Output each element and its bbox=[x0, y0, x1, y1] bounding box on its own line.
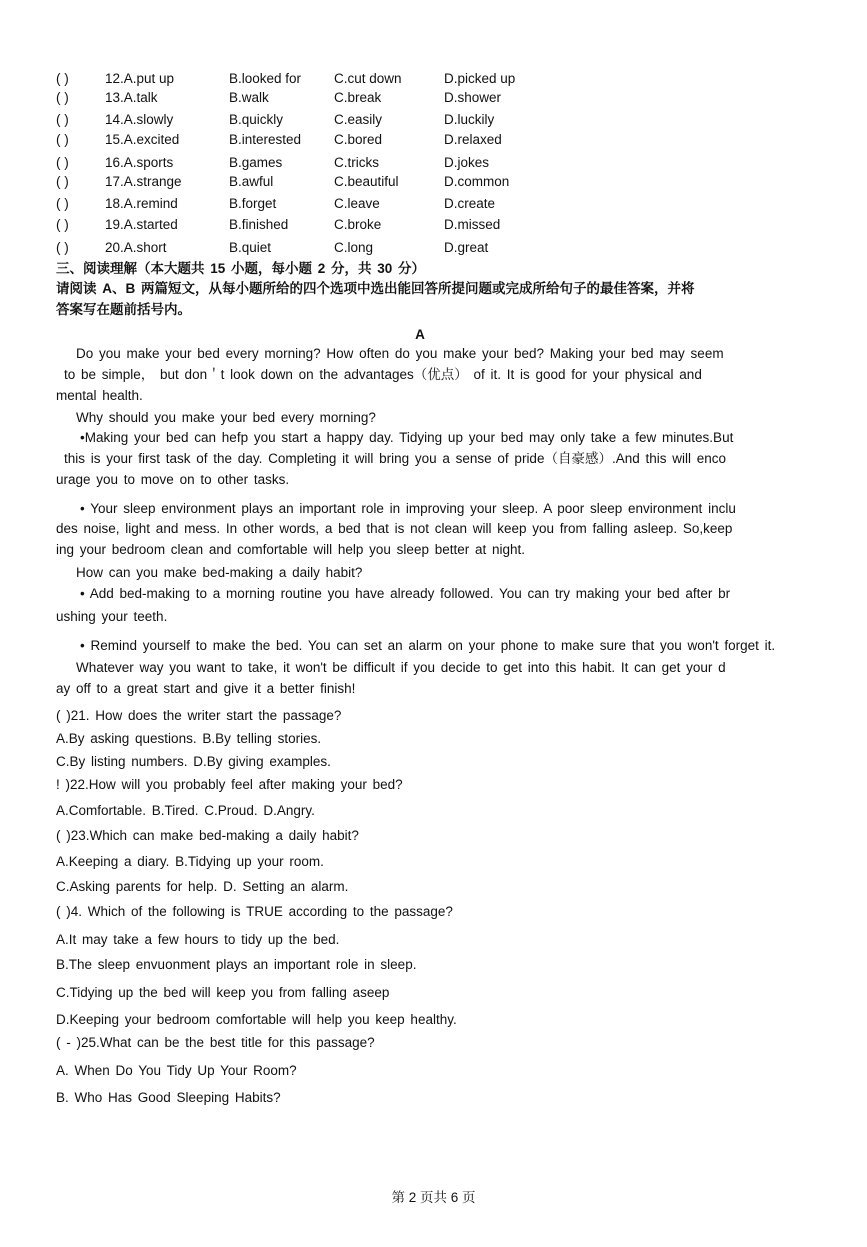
passage-text: • Add bed-making to a morning routine you have already followed. You can try making your bed after br bbox=[80, 586, 731, 601]
option-b: B.quickly bbox=[229, 112, 284, 127]
passage-label: A bbox=[415, 327, 425, 342]
answer-paren: ( ) bbox=[56, 217, 69, 232]
option-c: C.break bbox=[334, 90, 382, 105]
question-option: A. When Do You Tidy Up Your Room? bbox=[56, 1063, 297, 1078]
passage-text: ushing your teeth. bbox=[56, 609, 168, 624]
section-instruction-line1: 请阅读 A、B 两篇短文，从每小题所给的四个选项中选出能回答所提问题或完成所给句子的最佳答案，并将 bbox=[56, 281, 695, 296]
passage-text: des noise, light and mess. In other words, a bed that is not clean will keep you from falling asleep. So,keep bbox=[56, 521, 733, 536]
question-option: A.It may take a few hours to tidy up the bed. bbox=[56, 932, 340, 947]
passage-text: ay off to a great start and give it a better finish! bbox=[56, 681, 356, 696]
question-23: ( )23.Which can make bed-making a daily habit? bbox=[56, 828, 359, 843]
option-a: 15.A.excited bbox=[105, 132, 180, 147]
option-b: B.awful bbox=[229, 174, 274, 189]
passage-text: •Making your bed can hefp you start a happy day. Tidying up your bed may only take a few minutes.But bbox=[80, 430, 734, 445]
question-21: ( )21. How does the writer start the passage? bbox=[56, 708, 342, 723]
passage-question: Why should you make your bed every morning? bbox=[76, 410, 376, 425]
option-a: 19.A.started bbox=[105, 217, 178, 232]
answer-paren: ( ) bbox=[56, 240, 69, 255]
answer-paren: ( ) bbox=[56, 90, 69, 105]
passage-text: • Remind yourself to make the bed. You can set an alarm on your phone to make sure that you won't forget it. bbox=[80, 638, 776, 653]
answer-paren: ( ) bbox=[56, 132, 69, 147]
option-c: C.long bbox=[334, 240, 374, 255]
option-d: D.missed bbox=[444, 217, 501, 232]
question-option: D.Keeping your bedroom comfortable will help you keep healthy. bbox=[56, 1012, 457, 1027]
page-footer: 第 2 页共 6 页 bbox=[391, 1190, 476, 1205]
section-instruction-line2: 答案写在题前括号内。 bbox=[56, 302, 191, 317]
option-b: B.interested bbox=[229, 132, 302, 147]
answer-paren: ( ) bbox=[56, 174, 69, 189]
option-c: C.cut down bbox=[334, 71, 402, 86]
question-24: ( )4. Which of the following is TRUE according to the passage? bbox=[56, 904, 453, 919]
option-d: D.shower bbox=[444, 90, 502, 105]
question-options: A.By asking questions. B.By telling stories. bbox=[56, 731, 322, 746]
question-option: C.Tidying up the bed will keep you from falling aseep bbox=[56, 985, 390, 1000]
question-25: ( - )25.What can be the best title for this passage? bbox=[56, 1035, 375, 1050]
passage-text: this is your first task of the day. Completing it will bring you a sense of pride（自豪感）.And this will enco bbox=[64, 451, 727, 466]
passage-text: mental health. bbox=[56, 388, 143, 403]
option-c: C.bored bbox=[334, 132, 383, 147]
section-heading: 三、阅读理解（本大题共 15 小题，每小题 2 分，共 30 分） bbox=[56, 261, 426, 276]
passage-text: Whatever way you want to take, it won't be difficult if you decide to get into this habit. It can get your d bbox=[76, 660, 726, 675]
option-a: 12.A.put up bbox=[105, 71, 175, 86]
option-c: C.leave bbox=[334, 196, 380, 211]
question-options: C.Asking parents for help. D. Setting an alarm. bbox=[56, 879, 349, 894]
option-c: C.beautiful bbox=[334, 174, 399, 189]
answer-paren: ( ) bbox=[56, 112, 69, 127]
question-option: B. Who Has Good Sleeping Habits? bbox=[56, 1090, 281, 1105]
option-a: 14.A.slowly bbox=[105, 112, 174, 127]
option-d: D.create bbox=[444, 196, 496, 211]
option-a: 17.A.strange bbox=[105, 174, 182, 189]
passage-question: How can you make bed-making a daily habit? bbox=[76, 565, 363, 580]
option-a: 13.A.talk bbox=[105, 90, 158, 105]
option-b: B.finished bbox=[229, 217, 289, 232]
question-options: C.By listing numbers. D.By giving examples. bbox=[56, 754, 331, 769]
passage-text: urage you to move on to other tasks. bbox=[56, 472, 290, 487]
option-a: 20.A.short bbox=[105, 240, 167, 255]
option-d: D.jokes bbox=[444, 155, 490, 170]
option-d: D.luckily bbox=[444, 112, 495, 127]
option-d: D.great bbox=[444, 240, 489, 255]
answer-paren: ( ) bbox=[56, 71, 69, 86]
option-b: B.forget bbox=[229, 196, 277, 211]
question-options: A.Keeping a diary. B.Tidying up your room. bbox=[56, 854, 324, 869]
passage-text: to be simple， but don＇t look down on the advantages（优点） of it. It is good for your physical and bbox=[64, 367, 702, 382]
option-a: 18.A.remind bbox=[105, 196, 178, 211]
question-22: ! )22.How will you probably feel after making your bed? bbox=[56, 777, 403, 792]
option-a: 16.A.sports bbox=[105, 155, 174, 170]
option-d: D.picked up bbox=[444, 71, 516, 86]
option-b: B.looked for bbox=[229, 71, 302, 86]
passage-text: ing your bedroom clean and comfortable will help you sleep better at night. bbox=[56, 542, 526, 557]
option-c: C.broke bbox=[334, 217, 382, 232]
passage-text: • Your sleep environment plays an important role in improving your sleep. A poor sleep environment inclu bbox=[80, 501, 736, 516]
question-option: B.The sleep envuonment plays an important role in sleep. bbox=[56, 957, 417, 972]
option-d: D.relaxed bbox=[444, 132, 502, 147]
passage-text: Do you make your bed every morning? How often do you make your bed? Making your bed may seem bbox=[76, 346, 724, 361]
option-b: B.games bbox=[229, 155, 283, 170]
question-options: A.Comfortable. B.Tired. C.Proud. D.Angry. bbox=[56, 803, 315, 818]
option-d: D.common bbox=[444, 174, 510, 189]
answer-paren: ( ) bbox=[56, 196, 69, 211]
option-c: C.tricks bbox=[334, 155, 379, 170]
option-b: B.quiet bbox=[229, 240, 272, 255]
answer-paren: ( ) bbox=[56, 155, 69, 170]
option-b: B.walk bbox=[229, 90, 269, 105]
option-c: C.easily bbox=[334, 112, 383, 127]
